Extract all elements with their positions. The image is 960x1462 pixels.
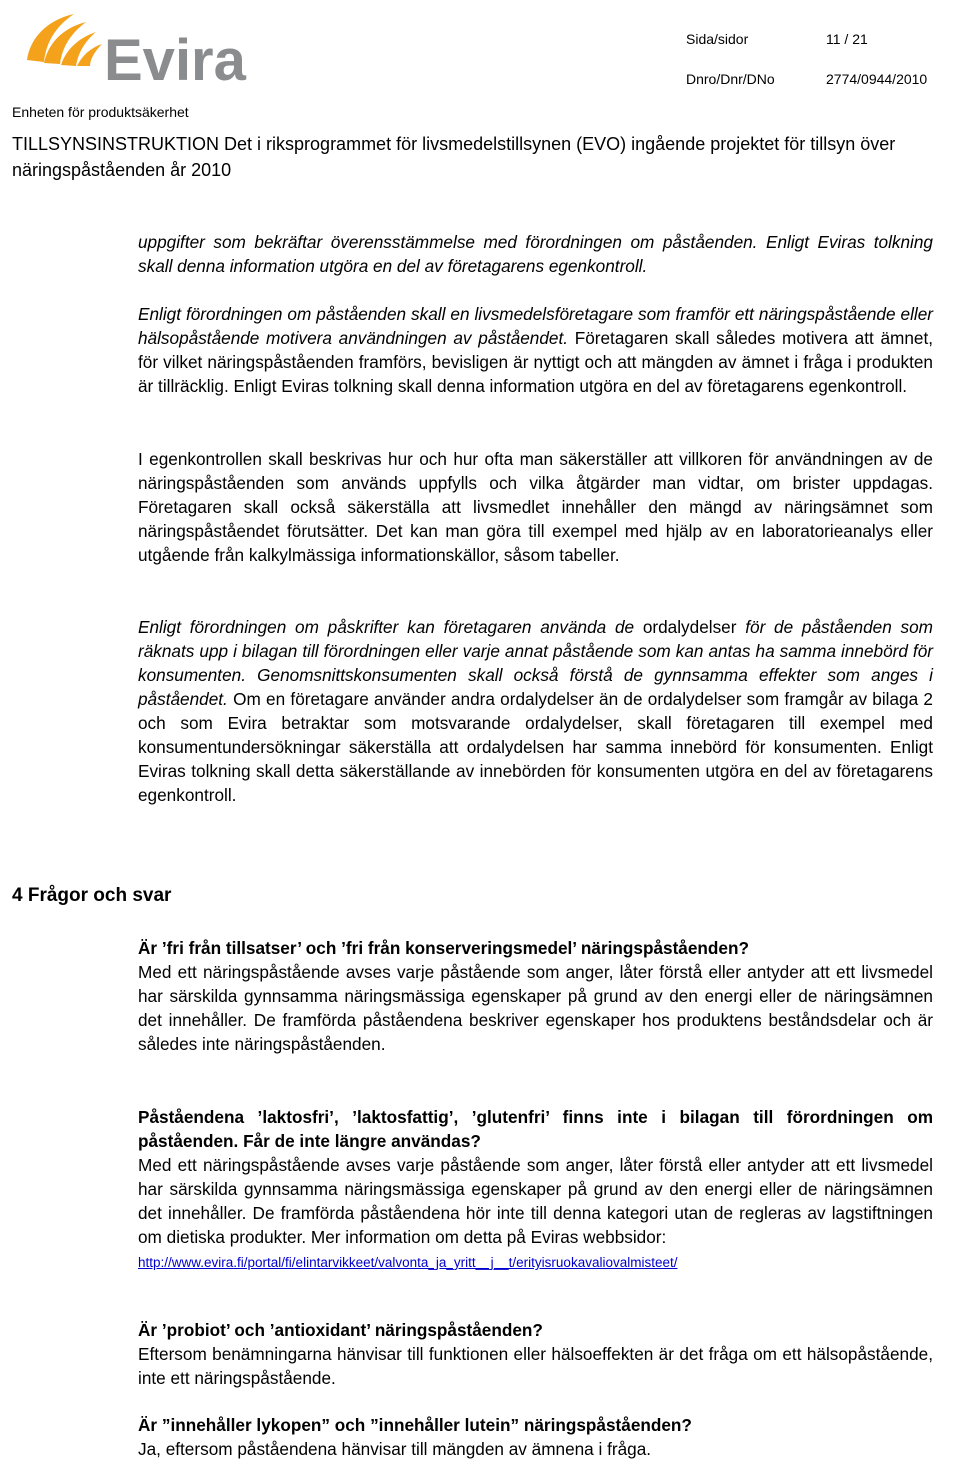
qa-question: Är ’probiot’ och ’antioxidant’ näringspåståenden? [138,1320,543,1340]
qa-item [138,1318,933,1390]
qa-question: Är ”innehåller lykopen” och ”innehåller lutein” näringspåståenden? [138,1415,692,1435]
paragraph-2-text: Företagaren skall således motivera att ämnet, för vilket näringspåståenden framförs, bevisligen är nyttigt och att mängden av ämnet i fråga i produkten är tillräcklig. Enligt Eviras tolkning skall denna information utgöra en del av företagarens egenkontroll. [138,328,933,396]
paragraph-4-italic-2: för de påståenden som räknats upp i bilagan till förordningen eller varje annat påstående som kan antas ha samma innebörd för konsumenten. Genomsnittskonsumenten skall också förstå de gynnsamma effekter som anges i påståendet. [138,617,933,709]
paragraph-4-text: Om en företagare använder andra ordalydelser än de ordalydelser som framgår av bilaga 2 och som Evira betraktar som motsvarande ordalydelser, skall företagaren till exempel med konsumentundersökningar säkerställa att ordalydelsen har samma innebörd för konsumenten. Enligt Eviras tolkning skall detta säkerställande av innebörden för konsumenten utgöra en del av företagarens egenkontroll. [138,689,933,805]
paragraph-2 [138,302,933,398]
qa-item [138,936,933,1056]
qa-answer: Med ett näringspåstående avses varje påstående som anger, låter förstå eller antyder att ett livsmedel har särskilda gynnsamma näringsmässiga egenskaper på grund av den energi eller de näringsämnen det innehåller. De framförda påståendena beskriver egenskaper hos produktens beståndsdelar och är således inte näringspåståenden. [138,962,933,1054]
qa-answer: Eftersom benämningarna hänvisar till funktionen eller hälsoeffekten är det fråga om ett hälsopåstående, inte ett näringspåstående. [138,1344,933,1388]
evira-link[interactable]: http://www.evira.fi/portal/fi/elintarvikkeet/valvonta_ja_yritt__j__t/erityisruokavaliovalmisteet/ [138,1255,678,1270]
qa-answer: Ja, eftersom påståendena hänvisar till mängden av ämnena i fråga. [138,1439,652,1459]
dnro-label: Dnro/Dnr/DNo [686,71,775,87]
logo-wordmark: Evira [104,28,246,88]
paragraph-4-italic-1: Enligt förordningen om påskrifter kan företagaren använda de [138,617,635,637]
qa-question: Påståendena ’laktosfri’, ’laktosfattig’, ’glutenfri’ finns inte i bilagan till förordningen om påståenden. Får de inte längre användas? [138,1107,933,1151]
evira-logo [22,8,272,88]
qa-item [138,1105,933,1275]
paragraph-3 [138,447,933,567]
paragraph-4 [138,615,933,807]
paragraph-1 [138,230,933,278]
section-heading: 4 Frågor och svar [12,885,172,906]
dnro-value: 2774/0944/2010 [826,71,928,87]
paragraph-2-italic: Enligt förordningen om påståenden skall en livsmedelsföretagare som framför ett näringspåstående eller hälsopåstående motivera användningen av påståendet. [138,304,933,348]
page-label: Sida/sidor [686,31,749,47]
paragraph-4-normal-1: ordalydelser [634,617,746,637]
paragraph-1-italic: uppgifter som bekräftar överensstämmelse med förordningen om påståenden. Enligt Eviras tolkning skall denna information utgöra en del av företagarens egenkontroll. [138,232,933,276]
qa-question: Är ’fri från tillsatser’ och ’fri från konserveringsmedel’ näringspåståenden? [138,938,749,958]
unit-name: Enheten för produktsäkerhet [12,104,189,120]
qa-answer: Med ett näringspåstående avses varje påstående som anger, låter förstå eller antyder att ett livsmedel har särskilda gynnsamma näringsmässiga egenskaper på grund av den energi eller de näringsämnen det innehåller. De framförda påståendena hör inte till denna kategori utan de regleras av lagstiftningen om dietiska produkter. Mer information om detta på Eviras webbsidor: [138,1155,933,1247]
document-title: TILLSYNSINSTRUKTION Det i riksprogrammet för livsmedelstillsynen (EVO) ingående projektet för tillsyn över näringspåståenden år 2010 [12,134,896,180]
paragraph-3-text: I egenkontrollen skall beskrivas hur och hur ofta man säkerställer att villkoren för användningen av de näringspåståenden som används uppfylls och vilka åtgärder man vidtar, om brister uppdagas. Företagaren skall också säkerställa att livsmedlet innehåller den mängd av näringsämnet som näringspåståendet förutsätter. Det kan man göra till exempel med hjälp av en laboratorieanalys eller utgående från kalkylmässiga informationskällor, såsom tabeller. [138,449,933,565]
sun-rays-icon [27,14,102,66]
qa-item [138,1413,933,1461]
page-value: 11 / 21 [826,31,868,47]
